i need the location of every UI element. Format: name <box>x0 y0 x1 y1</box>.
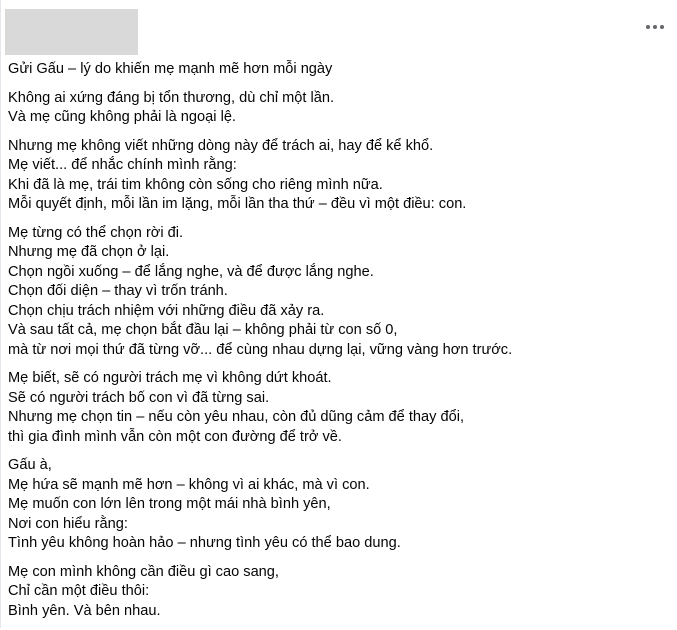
post-paragraph <box>8 563 668 622</box>
post-paragraph <box>8 137 668 215</box>
post-line: Khi đã là mẹ, trái tim không còn sống cho riêng mình nữa. <box>8 176 383 193</box>
post-line: thì gia đình mình vẫn còn một con đường để trở về. <box>8 428 342 445</box>
post-line: Nơi con hiểu rằng: <box>8 515 128 532</box>
post-title: Gửi Gấu – lý do khiến mẹ mạnh mẽ hơn mỗi ngày <box>8 61 333 77</box>
post-line: Chọn ngồi xuống – để lắng nghe, và để được lắng nghe. <box>8 263 374 280</box>
post-line: Mẹ con mình không cần điều gì cao sang, <box>8 563 279 580</box>
post-line: Chọn đối diện – thay vì trốn tránh. <box>8 283 228 299</box>
post-paragraph <box>8 456 668 554</box>
post-line: Mẹ hứa sẽ mạnh mẽ hơn – không vì ai khác, mà vì con. <box>8 476 370 493</box>
post-line: Mẹ biết, sẽ có người trách mẹ vì không dứt khoát. <box>8 370 332 386</box>
post-line: Chọn chịu trách nhiệm với những điều đã xảy ra. <box>8 302 325 319</box>
more-horizontal-icon-dot <box>660 25 664 29</box>
post-paragraph <box>8 224 668 361</box>
post-line: Mẹ từng có thể chọn rời đi. <box>8 224 184 241</box>
post-body <box>8 60 668 630</box>
post-paragraph <box>8 369 668 447</box>
post-line: Không ai xứng đáng bị tổn thương, dù chỉ một lần. <box>8 89 335 106</box>
more-horizontal-icon <box>646 25 650 29</box>
more-options-button[interactable] <box>642 16 668 38</box>
post-line: Nhưng mẹ đã chọn ở lại. <box>8 244 170 260</box>
post-paragraph <box>8 60 668 80</box>
redacted-author-header <box>5 9 138 55</box>
post-paragraph <box>8 89 668 128</box>
post-line: Và sau tất cả, mẹ chọn bắt đầu lại – không phải từ con số 0, <box>8 322 398 338</box>
post-line: Nhưng mẹ không viết những dòng này để trách ai, hay để kể khổ. <box>8 137 434 154</box>
post-line: Gấu à, <box>8 457 52 473</box>
post-line: Mỗi quyết định, mỗi lần im lặng, mỗi lần tha thứ – đều vì một điều: con. <box>8 196 467 212</box>
post-line: Sẽ có người trách bố con vì đã từng sai. <box>8 389 270 406</box>
post-line: Và mẹ cũng không phải là ngoại lệ. <box>8 109 236 125</box>
post-line: mà từ nơi mọi thứ đã từng vỡ... để cùng nhau dựng lại, vững vàng hơn trước. <box>8 341 513 358</box>
post-line: Mẹ viết... để nhắc chính mình rằng: <box>8 157 237 173</box>
post-line: Bình yên. Và bên nhau. <box>8 602 161 619</box>
post-line: Chỉ cần một điều thôi: <box>8 583 150 599</box>
post-line: Tình yêu không hoàn hảo – nhưng tình yêu có thể bao dung. <box>8 535 401 551</box>
post-line: Mẹ muốn con lớn lên trong một mái nhà bình yên, <box>8 496 331 512</box>
post-line: Nhưng mẹ chọn tin – nếu còn yêu nhau, còn đủ dũng cảm để thay đổi, <box>8 409 464 425</box>
more-horizontal-icon-dot <box>653 25 657 29</box>
